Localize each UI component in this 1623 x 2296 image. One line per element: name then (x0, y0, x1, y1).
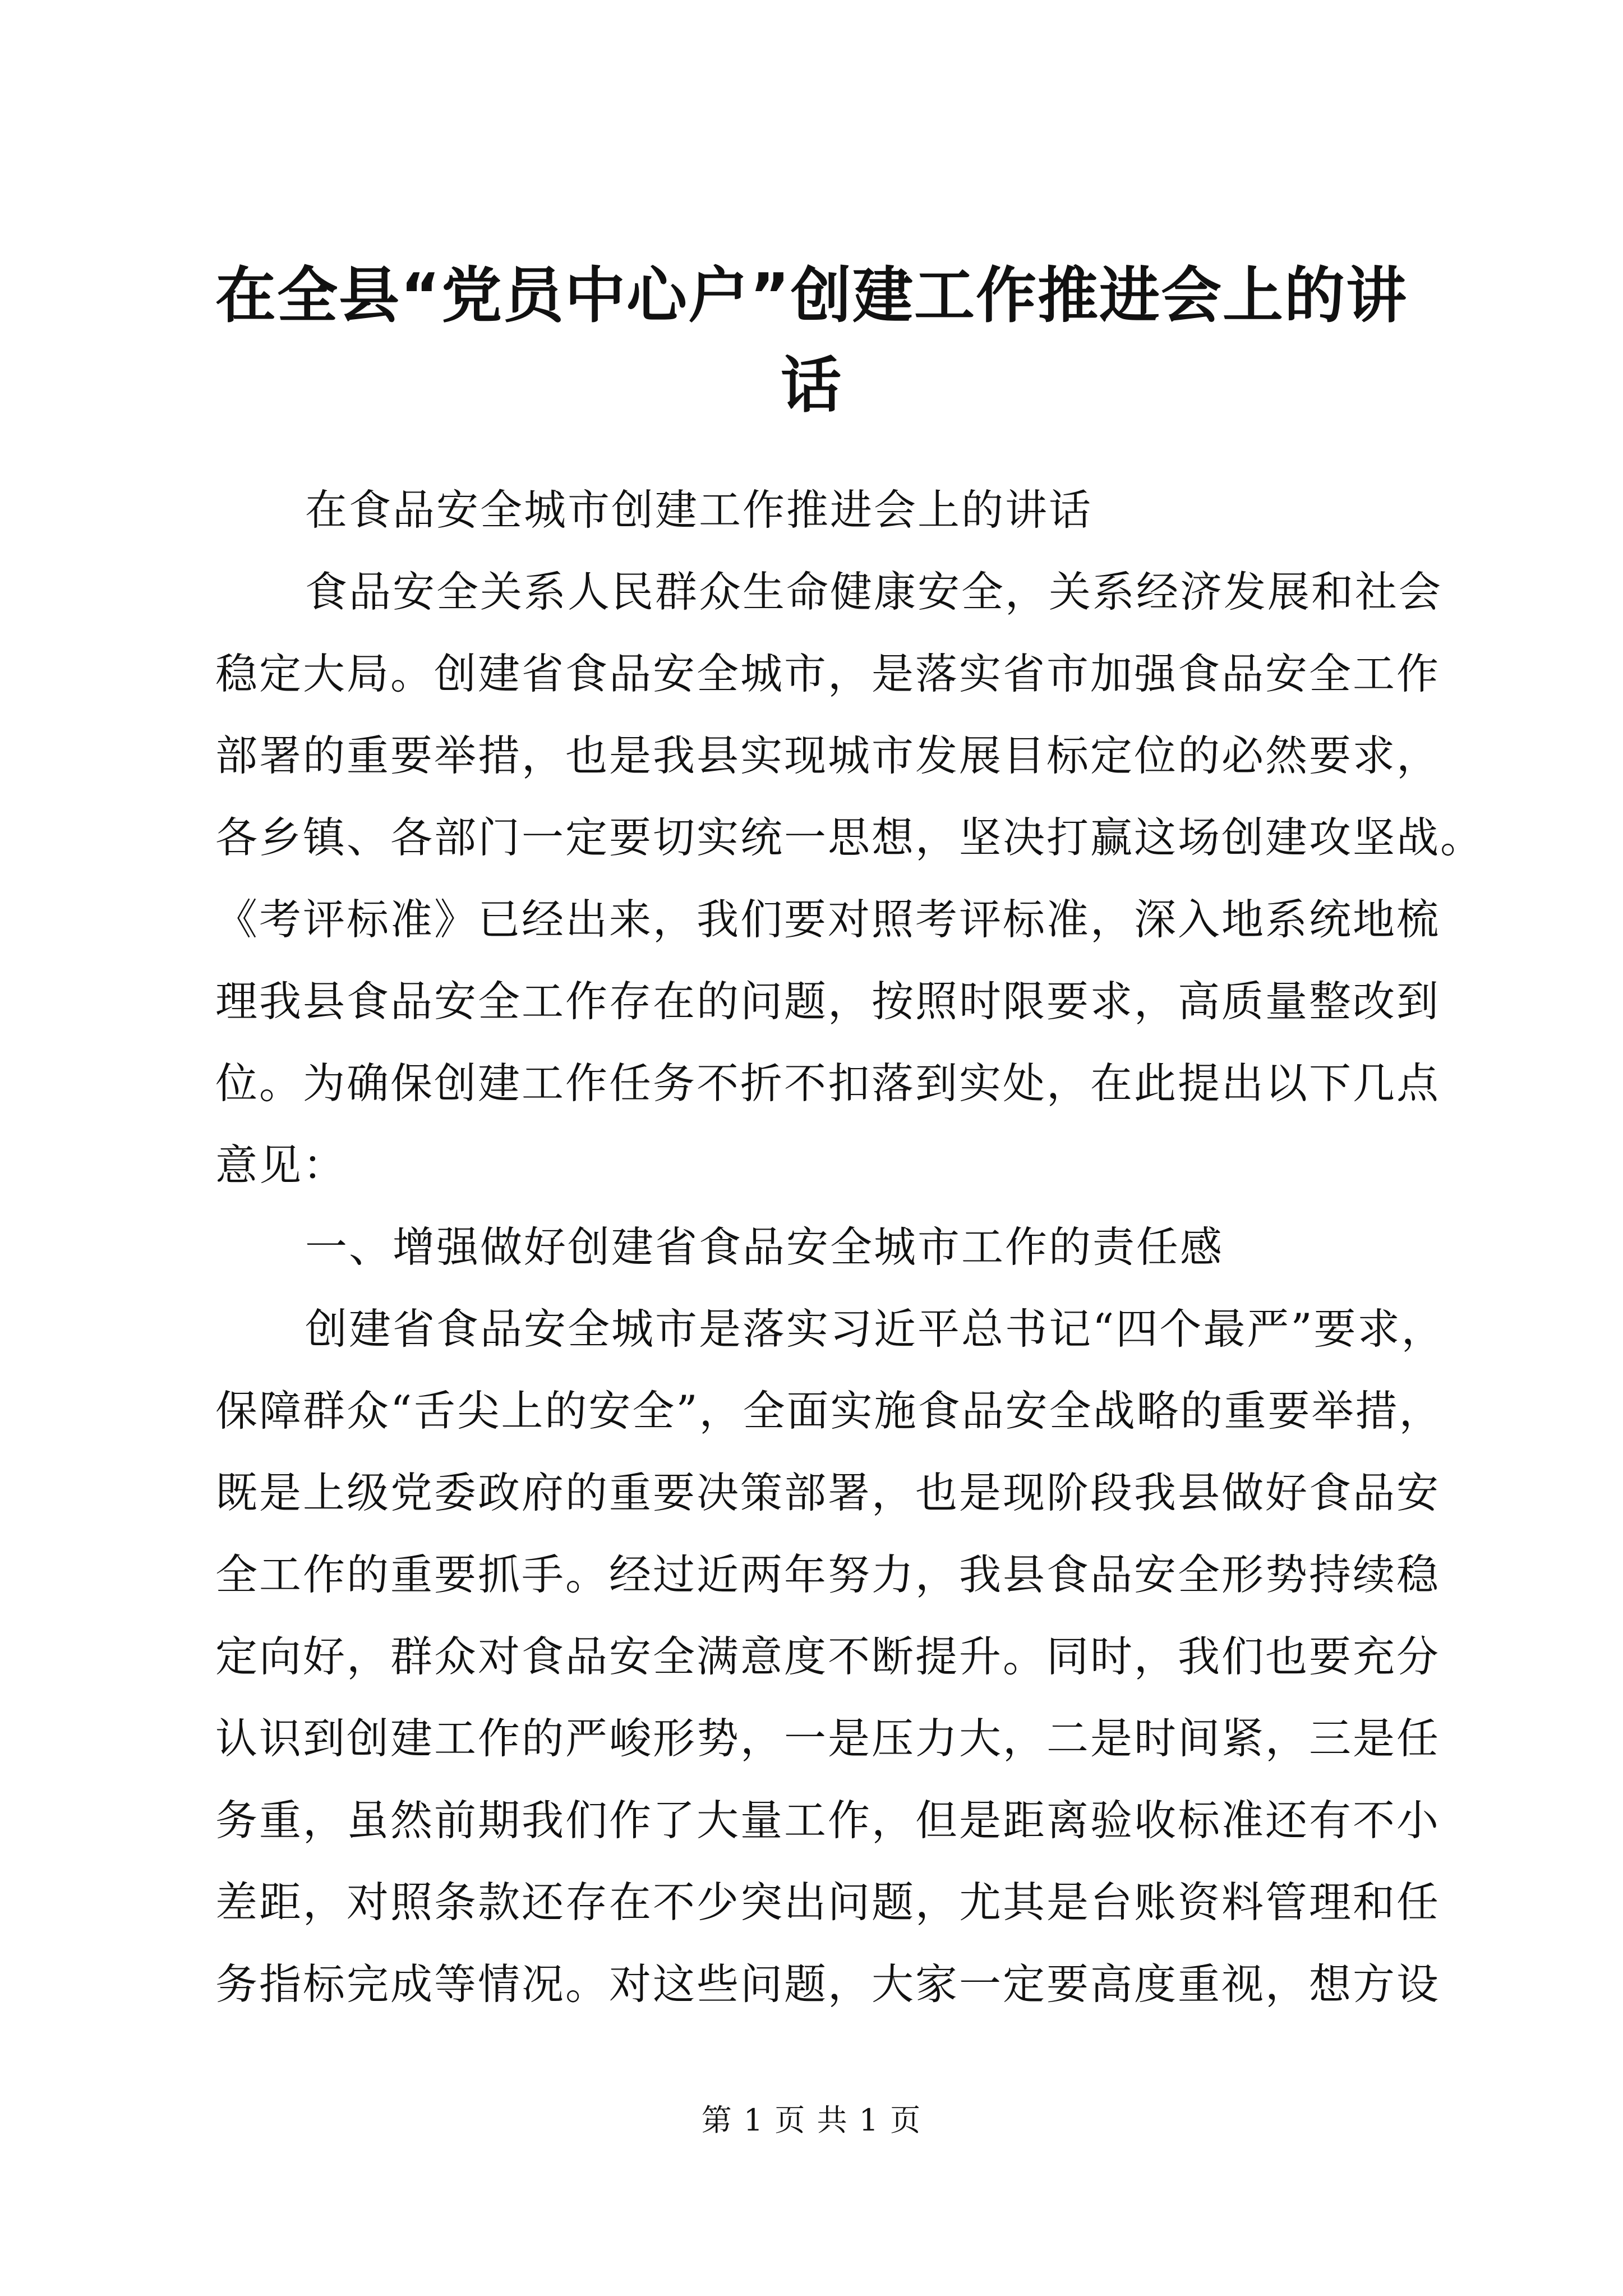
text-line: 务重，虽然前期我们作了大量工作，但是距离验收标准还有不小 (215, 1796, 1441, 1845)
text-line: 定向好，群众对食品安全满意度不断提升。同时，我们也要充分 (215, 1632, 1441, 1681)
text-line: 理我县食品安全工作存在的问题，按照时限要求，高质量整改到 (215, 977, 1441, 1026)
text-line: 认识到创建工作的严峻形势，一是压力大，二是时间紧，三是任 (215, 1714, 1441, 1763)
text-line: 食品安全关系人民群众生命健康安全，关系经济发展和社会 (305, 567, 1443, 616)
text-line: 全工作的重要抓手。经过近两年努力，我县食品安全形势持续稳 (215, 1550, 1441, 1599)
section-paragraph (215, 1288, 1445, 2025)
text-line: 稳定大局。创建省食品安全城市，是落实省市加强食品安全工作 (215, 649, 1441, 698)
text-line: 部署的重要举措，也是我县实现城市发展目标定位的必然要求， (215, 731, 1441, 780)
page-footer: 第 1 页 共 1 页 (701, 2102, 922, 2138)
text-line: 务指标完成等情况。对这些问题，大家一定要高度重视，想方设 (215, 1959, 1441, 2009)
text-line: 各乡镇、各部门一定要切实统一思想，坚决打赢这场创建攻坚战。 (215, 813, 1484, 862)
text-line: 一、增强做好创建省食品安全城市工作的责任感 (305, 1222, 1224, 1272)
text-line: 创建省食品安全城市是落实习近平总书记“四个最严”要求， (305, 1304, 1445, 1354)
text-line: 在食品安全城市创建工作推进会上的讲话 (305, 485, 1093, 535)
text-line: 位。为确保创建工作任务不折不扣落到实处，在此提出以下几点 (215, 1059, 1441, 1108)
text-line: 意见： (215, 1140, 347, 1190)
section-heading (215, 1206, 1408, 1288)
document-body (215, 469, 1484, 2025)
title-line: 在全县“党员中心户”创建工作推进会上的讲 (215, 261, 1408, 331)
text-line: 差距，对照条款还存在不少突出问题，尤其是台账资料管理和任 (215, 1878, 1441, 1927)
intro-paragraph (215, 551, 1484, 1206)
text-line: 既是上级党委政府的重要决策部署，也是现阶段我县做好食品安 (215, 1468, 1441, 1517)
title-line: 话 (780, 351, 842, 421)
document-title (202, 251, 1421, 431)
subtitle-paragraph (215, 469, 1408, 551)
text-line: 保障群众“舌尖上的安全”，全面实施食品安全战略的重要举措， (215, 1386, 1443, 1435)
text-line: 《考评标准》已经出来，我们要对照考评标准，深入地系统地梳 (215, 895, 1441, 944)
